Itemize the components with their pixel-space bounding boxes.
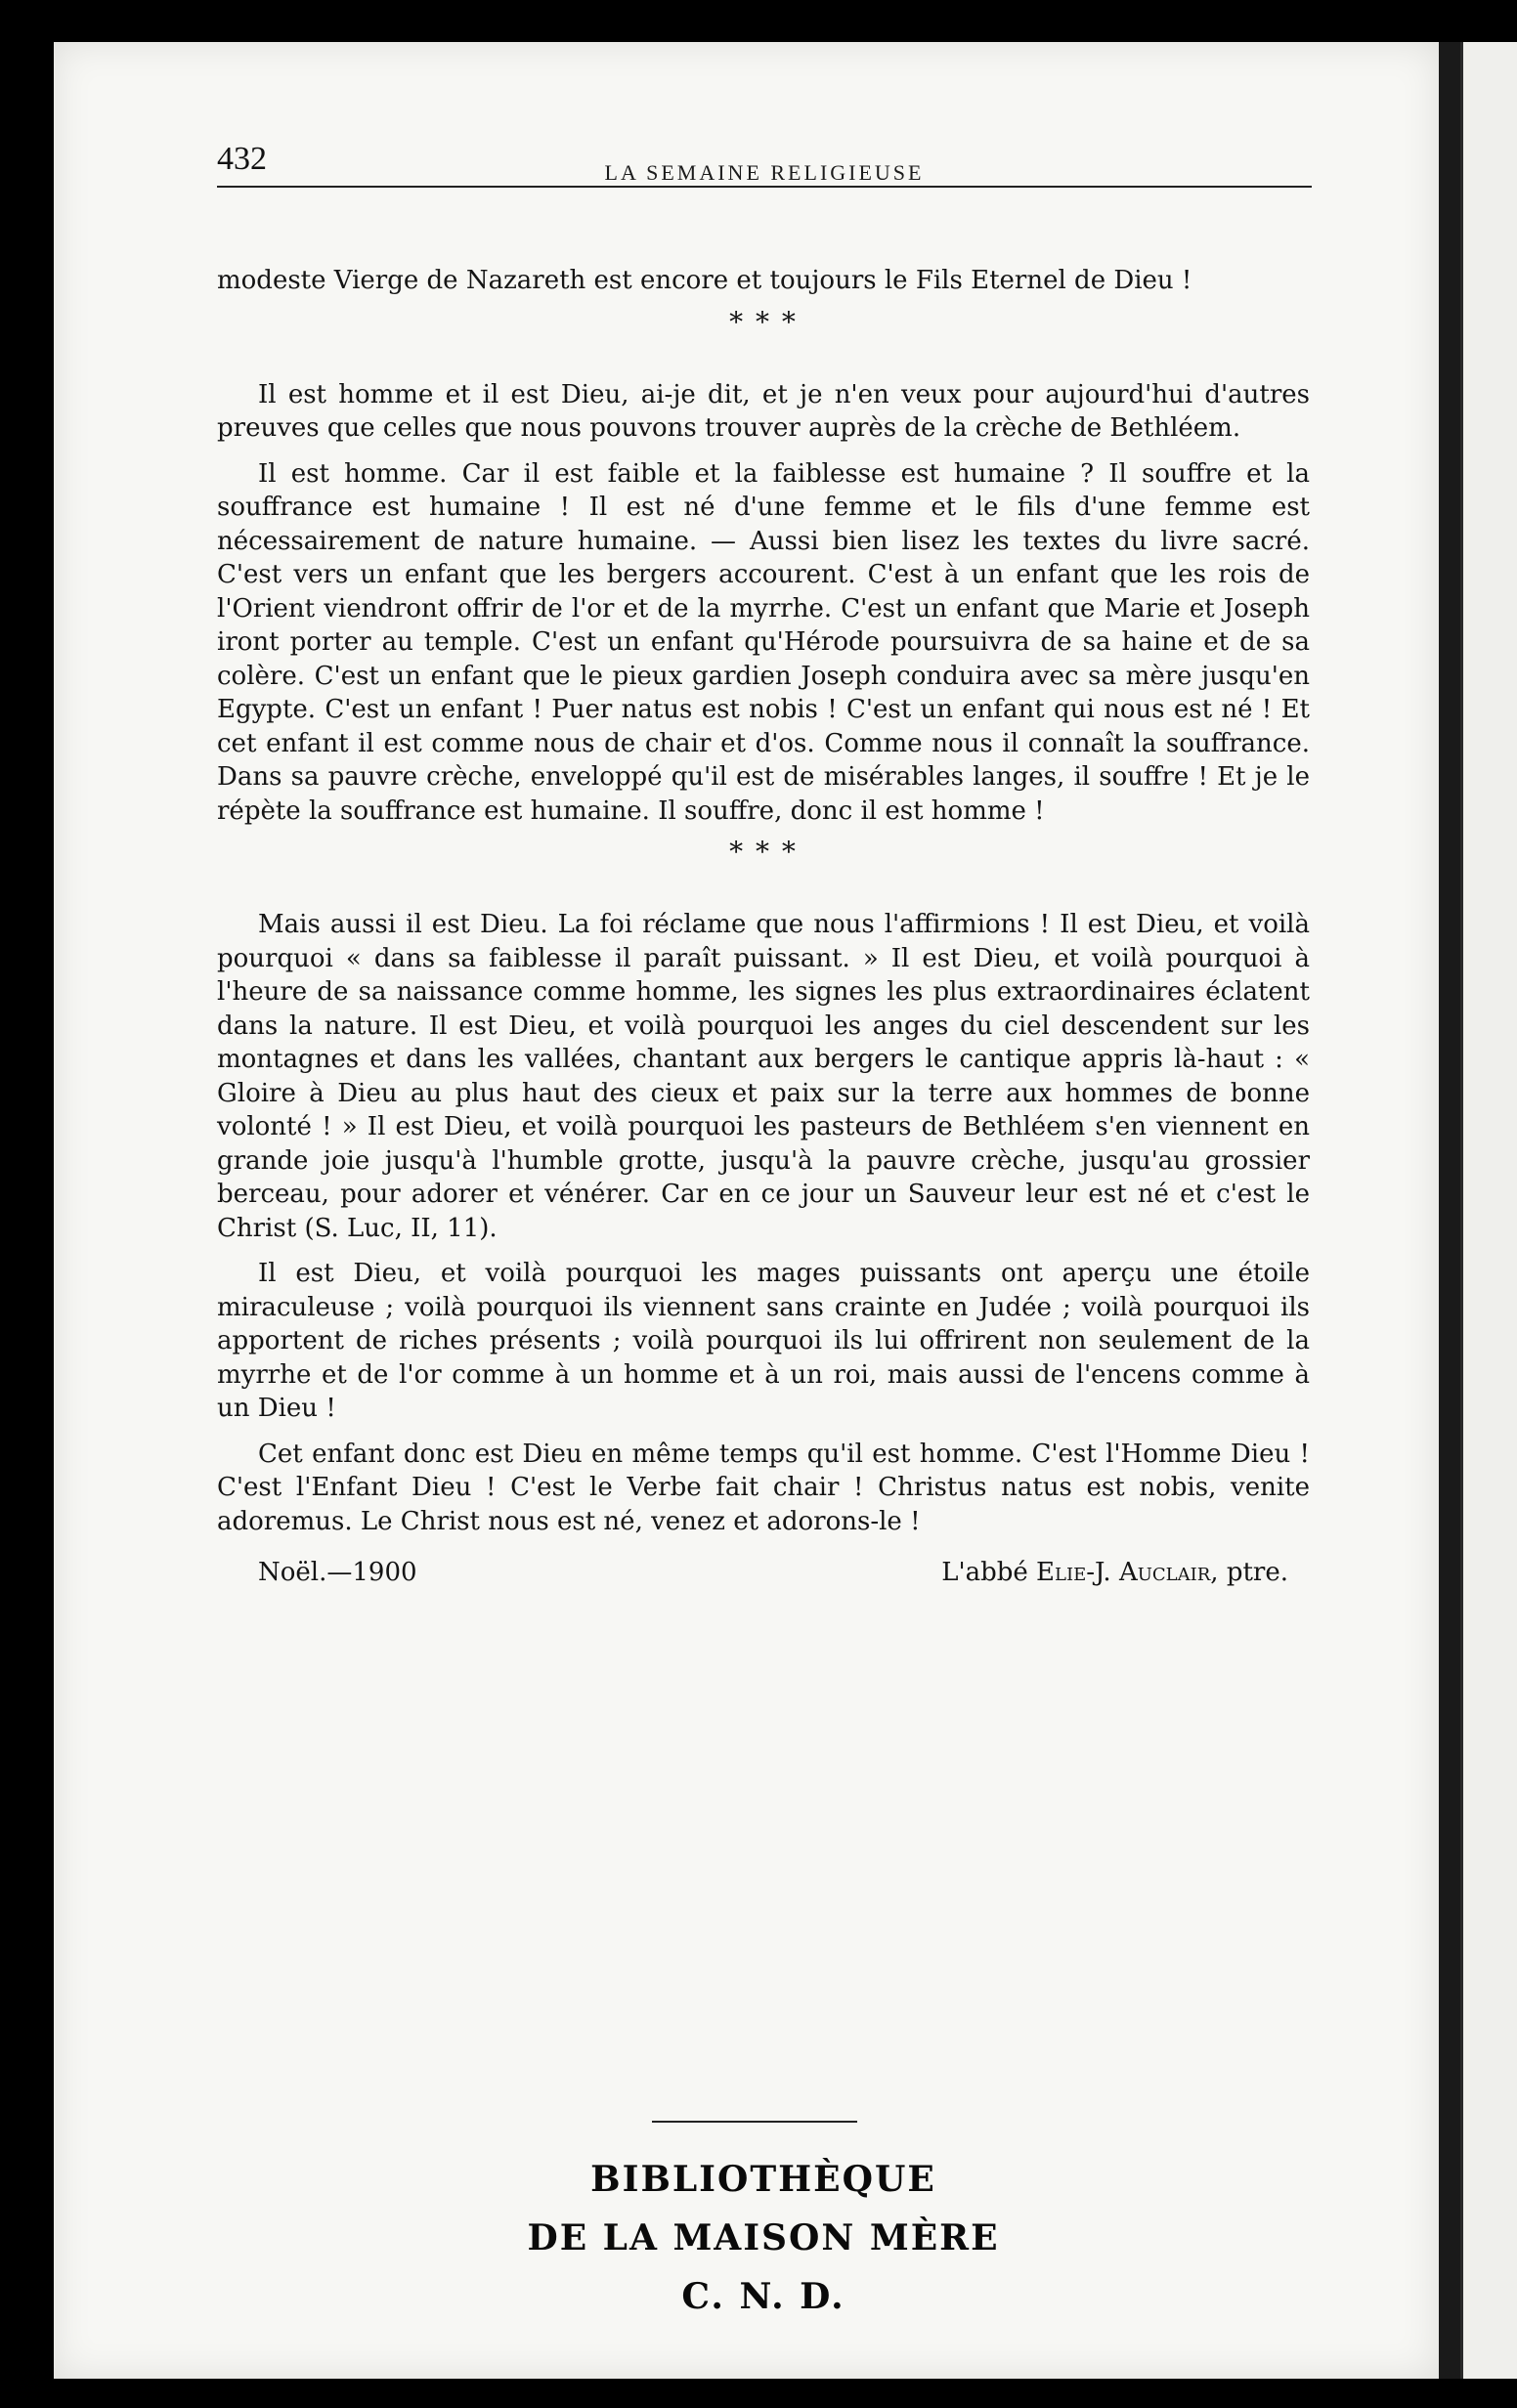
stamp-line: BIBLIOTHÈQUE xyxy=(590,2159,936,2200)
stamp-line: C. N. D. xyxy=(681,2276,845,2317)
author-suffix: , ptre. xyxy=(1210,1558,1288,1587)
running-head: LA SEMAINE RELIGIEUSE xyxy=(604,160,925,185)
paragraph: Il est homme et il est Dieu, ai-je dit, et je n'en veux pour aujourd'hui d'autres preuves que celles que nous pouvons trouver auprès de la crèche de Bethléem. xyxy=(217,379,1310,443)
page-gutter xyxy=(1439,42,1460,2379)
stamp-line: DE LA MAISON MÈRE xyxy=(527,2217,1000,2258)
page-number: 432 xyxy=(217,141,267,177)
signoff xyxy=(217,1556,1310,1591)
paragraph: Cet enfant donc est Dieu en même temps qu'il est homme. C'est l'Homme Dieu ! C'est l'Enfant Dieu ! C'est le Verbe fait chair ! Christus natus est nobis, venite adoremus. Le Christ nous est né, venez et adorons-le ! xyxy=(217,1439,1310,1536)
signoff-author xyxy=(941,1556,1288,1590)
article-body xyxy=(217,264,1310,1591)
page-header xyxy=(217,137,1312,188)
paragraph: Il est homme. Car il est faible et la faiblesse est humaine ? Il souffre et la souffrance est humaine ! Il est né d'une femme et le fils d'une femme est nécessairement de nature humaine. — Aussi bien lisez les textes du livre sacré. C'est vers un enfant que les bergers accourent. C'est à un enfant que les rois de l'Orient viendront offrir de l'or et de la myrrhe. C'est un enfant que Marie et Joseph iront porter au temple. C'est un enfant qu'Hérode poursuivra de sa haine et de sa colère. C'est un enfant que le pieux gardien Joseph conduira avec sa mère jusqu'en Egypte. C'est un enfant ! Puer natus est nobis ! C'est un enfant qui nous est né ! Et cet enfant il est comme nous de chair et d'os. Comme nous il connaît la souffrance. Dans sa pauvre crèche, enveloppé qu'il est de misérables langes, il souffre ! Et je le répète la souffrance est humaine. Il souffre, donc il est homme ! xyxy=(217,458,1310,826)
divider-rule xyxy=(652,2121,857,2123)
asterism-divider: * * * xyxy=(729,836,798,868)
paragraph: Il est Dieu, et voilà pourquoi les mages puissants ont aperçu une étoile miraculeuse ; voilà pourquoi ils viennent sans crainte en Judée ; voilà pourquoi ils apportent de riches présents ; voilà pourquoi ils lui offrirent non seulement de la myrrhe et de l'or comme à un homme et à un roi, mais aussi de l'encens comme à un Dieu ! xyxy=(217,1259,1310,1423)
author-prefix: L'abbé xyxy=(941,1558,1037,1587)
paragraph: Mais aussi il est Dieu. La foi réclame que nous l'affirmions ! Il est Dieu, et voilà pourquoi « dans sa faiblesse il paraît puissant. » Il est Dieu, et voilà pourquoi à l'heure de sa naissance comme homme, les signes les plus extraordinaires éclatent dans la nature. Il est Dieu, et voilà pourquoi les anges du ciel descendent sur les montagnes et dans les vallées, chantant aux bergers le cantique appris là-haut : « Gloire à Dieu au plus haut des cieux et paix sur la terre aux hommes de bonne volonté ! » Il est Dieu, et voilà pourquoi les pasteurs de Bethléem s'en viennent en grande joie jusqu'à l'humble grotte, jusqu'à la pauvre crèche, jusqu'au grossier berceau, pour adorer et vénérer. Car en ce jour un Sauveur leur est né et c'est le Christ (S. Luc, II, 11). xyxy=(217,910,1310,1243)
library-stamp xyxy=(217,2150,1310,2326)
signoff-date: Noël.—1900 xyxy=(258,1558,417,1587)
paragraph-continuation: modeste Vierge de Nazareth est encore et toujours le Fils Eternel de Dieu ! xyxy=(217,266,1192,295)
author-name: Elie-J. Auclair xyxy=(1036,1558,1211,1587)
facing-page-edge xyxy=(1460,42,1517,2379)
asterism-divider: * * * xyxy=(729,305,798,338)
